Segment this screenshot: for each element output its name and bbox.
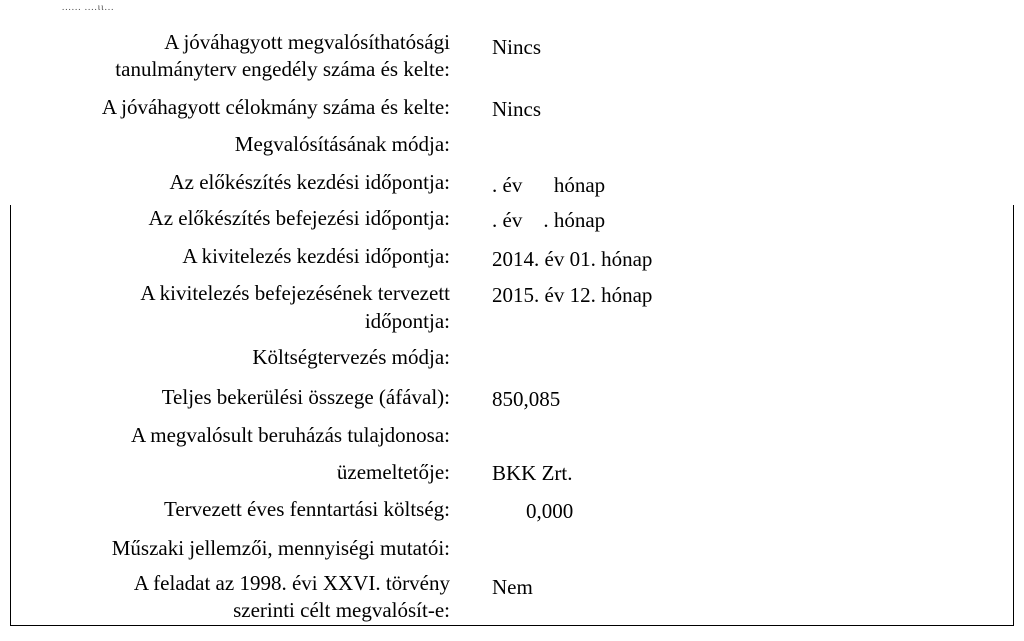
implementation-mode-label: Megvalósításának módja:	[234, 132, 450, 156]
construction-end-label-line2: időpontja:	[364, 309, 450, 333]
target-document-label: A jóváhagyott célokmány száma és kelte:	[101, 95, 450, 119]
total-cost-value: 850,085	[492, 387, 561, 411]
preparation-start-label: Az előkészítés kezdési időpontja:	[169, 170, 450, 194]
total-cost-label: Teljes bekerülési összege (áfával):	[161, 385, 450, 409]
operator-value: BKK Zrt.	[492, 461, 573, 485]
feasibility-study-value: Nincs	[492, 35, 541, 59]
maintenance-cost-label: Tervezett éves fenntartási költség:	[164, 497, 450, 521]
preparation-end-label: Az előkészítés befejezési időpontja:	[148, 206, 450, 230]
frame-right-border	[1013, 205, 1014, 626]
law-goal-label-line2: szerinti célt megvalósít-e:	[233, 598, 450, 622]
operator-label: üzemeltetője:	[336, 460, 450, 484]
frame-bottom-border	[10, 625, 1014, 626]
preparation-end-value: . év . hónap	[492, 208, 606, 232]
cost-planning-mode-label: Költségtervezés módja:	[252, 345, 450, 369]
feasibility-study-label-line1: A jóváhagyott megvalósíthatósági	[164, 30, 450, 54]
construction-end-value: 2015. év 12. hónap	[492, 283, 653, 307]
construction-start-value: 2014. év 01. hónap	[492, 247, 653, 271]
law-goal-value: Nem	[492, 575, 533, 599]
feasibility-study-label-line2: tanulmányterv engedély száma és kelte:	[115, 57, 450, 81]
construction-end-label-line1: A kivitelezés befejezésének tervezett	[140, 281, 450, 305]
maintenance-cost-value: 0,000	[526, 499, 574, 523]
frame-left-border	[10, 205, 11, 626]
owner-label: A megvalósult beruházás tulajdonosa:	[130, 423, 450, 447]
preparation-start-value: . év hónap	[492, 173, 606, 197]
target-document-value: Nincs	[492, 97, 541, 121]
construction-start-label: A kivitelezés kezdési időpontja:	[182, 244, 450, 268]
law-goal-label-line1: A feladat az 1998. évi XXVI. törvény	[133, 571, 450, 595]
header-fragment: ...... ....ιι...	[62, 2, 115, 12]
technical-specs-label: Műszaki jellemzői, mennyiségi mutatói:	[111, 536, 450, 560]
